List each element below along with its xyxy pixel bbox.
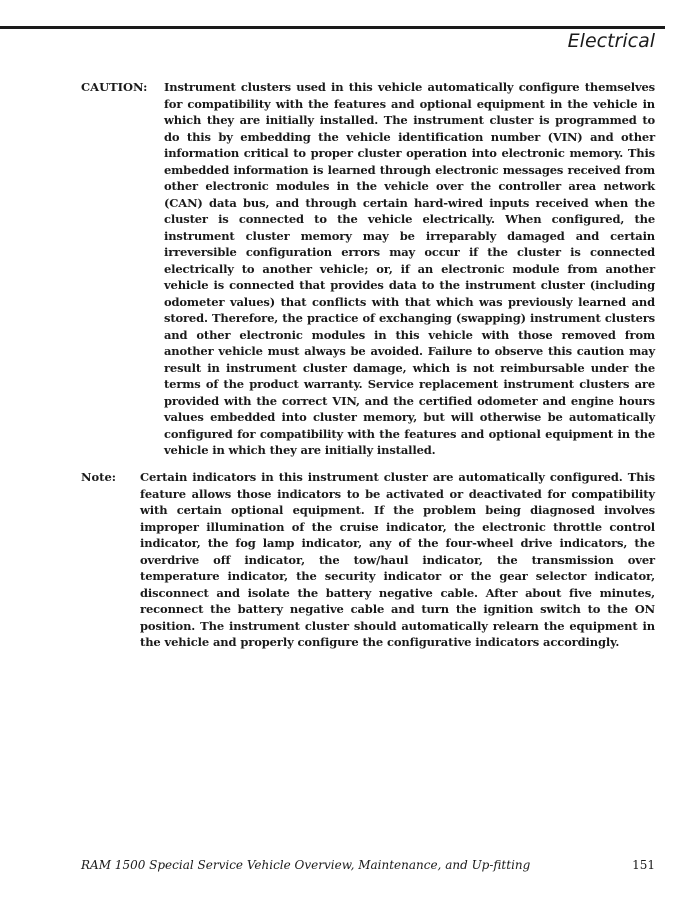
page-number: 151 [632, 858, 655, 872]
header-rule [0, 26, 665, 29]
note-block [81, 469, 655, 651]
section-title: Electrical [567, 30, 655, 52]
caution-block [81, 79, 655, 459]
footer-document-title: RAM 1500 Special Service Vehicle Overview, Maintenance, and Up-fitting [81, 858, 531, 872]
caution-label: CAUTION: [81, 80, 148, 94]
note-label: Note: [81, 470, 117, 484]
note-text: Certain indicators in this instrument cluster are automatically configured. This feature allows those indicators to be activated or deactivated for compatibility with certain optional equipment. If the problem being diagnosed involves improper illumination of the cruise indicator, the electronic throttle control indicator, the fog lamp indicator, any of the four-wheel drive indicators, the overdrive off indicator, the tow/haul indicator, the transmission over temperature indicator, the security indicator or the gear selector indicator, disconnect and isolate the battery negative cable. After about five minutes, reconnect the battery negative cable and turn the ignition switch to the ON position. The instrument cluster should automatically relearn the equipment in the vehicle and properly configure the configurative indicators accordingly. [140, 470, 655, 649]
page-footer [81, 858, 655, 872]
caution-text: Instrument clusters used in this vehicle automatically configure themselves for compatibility with the features and optional equipment in the vehicle in which they are initially installed. The instrument cluster is programmed to do this by embedding the vehicle identification number (VIN) and other information critical to proper cluster operation into electronic memory. This embedded information is learned through electronic messages received from other electronic modules in the vehicle over the controller area network (CAN) data bus, and through certain hard-wired inputs received when the cluster is connected to the vehicle electrically. When configured, the instrument cluster memory may be irreparably damaged and certain irreversible configuration errors may occur if the cluster is connected electrically to another vehicle; or, if an electronic module from another vehicle is connected that provides data to the instrument cluster (including odometer values) that conflicts with that which was previously learned and stored. Therefore, the practice of exchanging (swapping) instrument clusters and other electronic modules in this vehicle with those removed from another vehicle must always be avoided. Failure to observe this caution may result in instrument cluster damage, which is not reimbursable under the terms of the product warranty. Service replacement instrument clusters are provided with the correct VIN, and the certified odometer and engine hours values embedded into cluster memory, but will otherwise be automatically configured for compatibility with the features and optional equipment in the vehicle in which they are initially installed. [164, 80, 655, 457]
